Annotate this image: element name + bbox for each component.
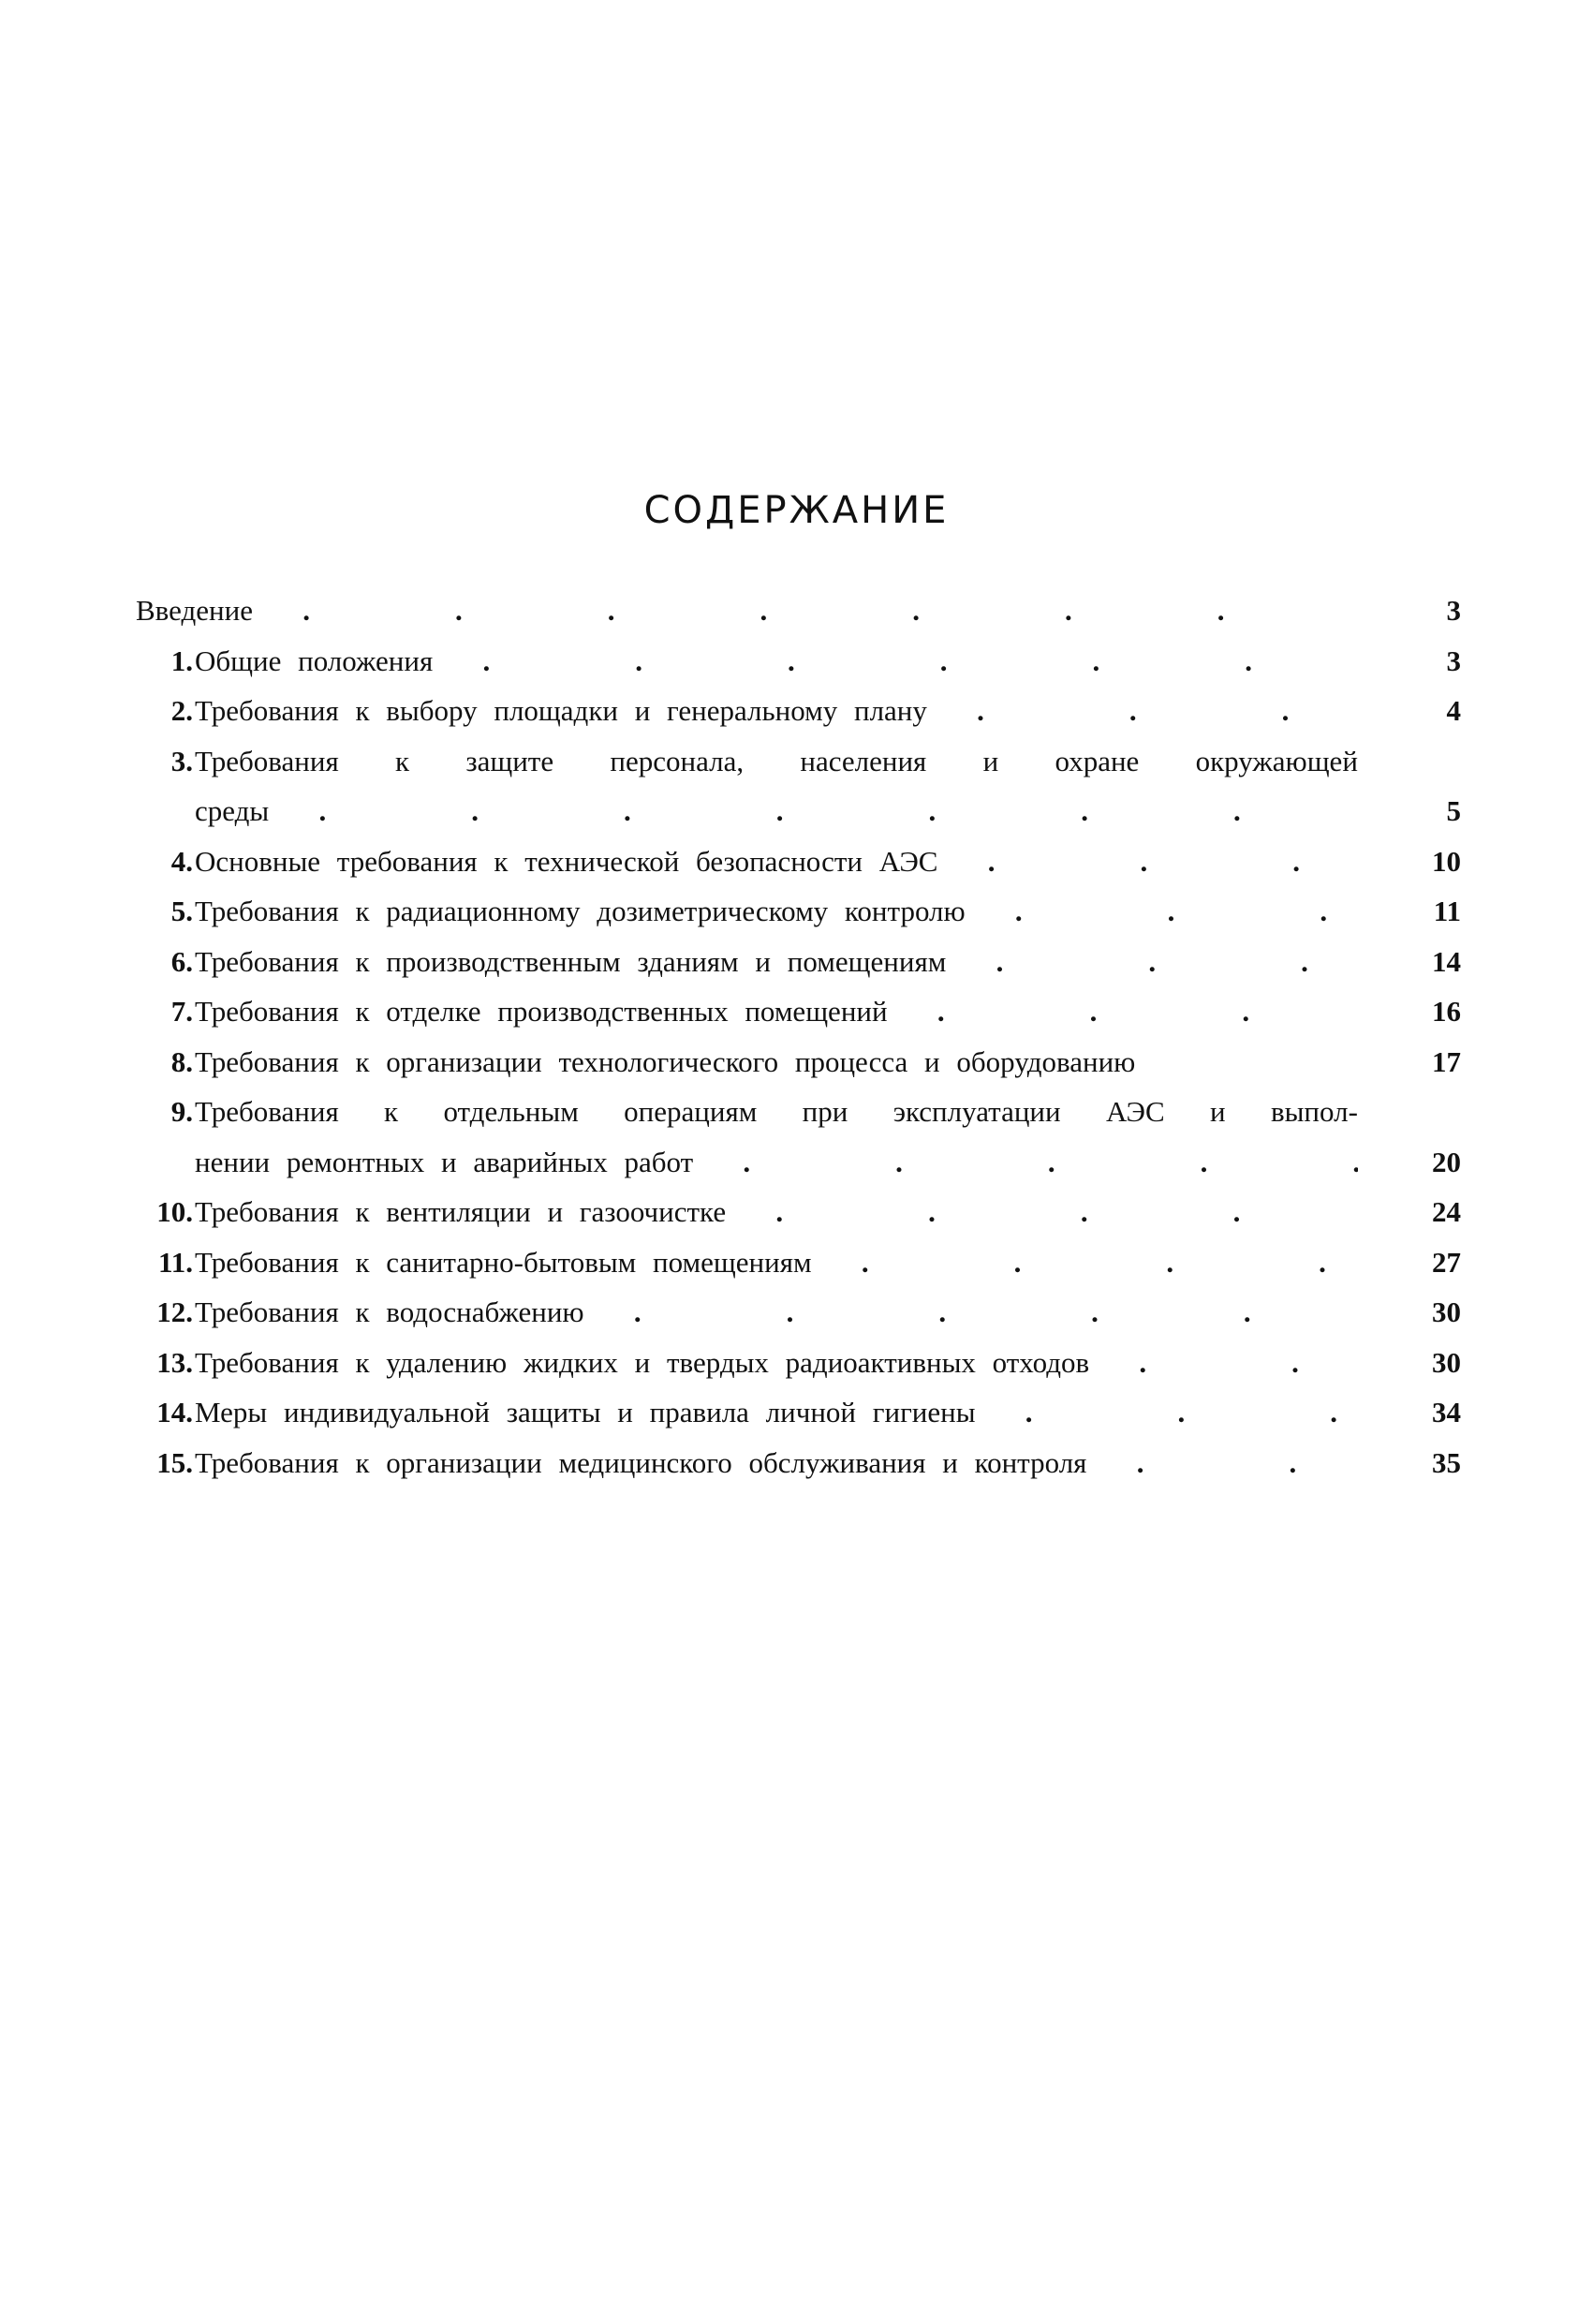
toc-entry-8 bbox=[136, 1037, 1461, 1088]
toc-page-number: 34 bbox=[1432, 1396, 1461, 1428]
toc-entry-text: Требования к организации технологического процесса и оборудованию bbox=[195, 1044, 1136, 1078]
toc-entry-number: 1. bbox=[170, 644, 193, 677]
toc-entry-10 bbox=[136, 1187, 1461, 1237]
toc-page-number: 20 bbox=[1432, 1145, 1461, 1178]
dot-leader bbox=[446, 636, 1358, 687]
toc-entry-text: Общие положения bbox=[195, 644, 434, 677]
toc-entry-text: Требования к защите персонала, населения и охране окружающей bbox=[195, 744, 1358, 777]
toc-page-number: 24 bbox=[1432, 1195, 1461, 1228]
toc-entry-introduction bbox=[136, 585, 1461, 636]
dot-leader bbox=[979, 886, 1358, 937]
toc-entry-text: Требования к радиационному дозиметрическому контролю bbox=[195, 895, 966, 927]
toc-entry-text: Требования к выбору площадки и генеральному плану bbox=[195, 694, 927, 727]
toc-page-number: 17 bbox=[1432, 1044, 1461, 1078]
toc-entry-text-continued: нении ремонтных и аварийных работ bbox=[195, 1145, 694, 1178]
toc-page-number: 3 bbox=[1446, 594, 1461, 627]
toc-title: СОДЕРЖАНИЕ bbox=[643, 489, 950, 532]
dot-leader bbox=[282, 786, 1358, 836]
dot-leader bbox=[266, 585, 1358, 636]
dot-leader bbox=[1099, 1438, 1358, 1488]
toc-page-number: 14 bbox=[1432, 944, 1461, 978]
dot-leader bbox=[825, 1237, 1358, 1288]
toc-entry-9 bbox=[136, 1087, 1461, 1187]
toc-page-number: 27 bbox=[1432, 1245, 1461, 1279]
toc-entry-text: Меры индивидуальной защиты и правила личной гигиены bbox=[195, 1396, 976, 1428]
table-of-contents bbox=[136, 585, 1461, 1488]
toc-entry-text: Введение bbox=[136, 594, 253, 627]
toc-page-number: 5 bbox=[1446, 794, 1461, 827]
dot-leader bbox=[901, 986, 1358, 1037]
toc-entry-text: Требования к отделке производственных помещений bbox=[195, 995, 888, 1028]
toc-entry-4 bbox=[136, 836, 1461, 887]
toc-entry-number: 15. bbox=[156, 1445, 193, 1479]
toc-entry-11 bbox=[136, 1237, 1461, 1288]
toc-entry-number: 12. bbox=[156, 1295, 193, 1328]
toc-entry-number: 9. bbox=[170, 1095, 193, 1128]
toc-entry-3 bbox=[136, 736, 1461, 836]
dot-leader bbox=[989, 1387, 1358, 1438]
toc-entry-13 bbox=[136, 1338, 1461, 1388]
toc-entry-1 bbox=[136, 636, 1461, 687]
toc-page-number: 30 bbox=[1432, 1295, 1461, 1328]
toc-page-number: 4 bbox=[1446, 694, 1461, 727]
dot-leader bbox=[739, 1187, 1358, 1237]
toc-entry-6 bbox=[136, 937, 1461, 987]
toc-page-number: 30 bbox=[1432, 1345, 1461, 1379]
toc-entry-15 bbox=[136, 1438, 1461, 1488]
toc-entry-text: Основные требования к технической безопасности АЭС bbox=[195, 844, 938, 878]
toc-entry-number: 2. bbox=[170, 694, 193, 727]
dot-leader bbox=[597, 1287, 1358, 1338]
toc-entry-text: Требования к санитарно-бытовым помещениям bbox=[195, 1245, 812, 1279]
toc-entry-text: Требования к вентиляции и газоочистке bbox=[195, 1195, 727, 1228]
toc-page-number: 3 bbox=[1446, 644, 1461, 677]
toc-entry-number: 14. bbox=[156, 1396, 193, 1428]
dot-leader bbox=[1102, 1338, 1358, 1388]
toc-entry-number: 4. bbox=[170, 844, 193, 878]
toc-page-number: 35 bbox=[1432, 1445, 1461, 1479]
toc-entry-text: Требования к удалению жидких и твердых радиоактивных отходов bbox=[195, 1345, 1090, 1379]
toc-entry-14 bbox=[136, 1387, 1461, 1438]
toc-entry-number: 5. bbox=[170, 895, 193, 927]
toc-entry-text-continued: среды bbox=[195, 794, 270, 827]
dot-leader bbox=[951, 836, 1358, 887]
toc-page-number: 11 bbox=[1433, 895, 1461, 927]
toc-entry-text: Требования к водоснабжению bbox=[195, 1295, 584, 1328]
toc-entry-number: 7. bbox=[170, 995, 193, 1028]
dot-leader bbox=[959, 937, 1358, 987]
toc-entry-text: Требования к организации медицинского обслуживания и контроля bbox=[195, 1445, 1087, 1479]
toc-page-number: 16 bbox=[1432, 995, 1461, 1028]
toc-entry-text: Требования к отдельным операциям при эксплуатации АЭС и выпол- bbox=[195, 1095, 1358, 1128]
toc-entry-2 bbox=[136, 686, 1461, 736]
toc-entry-number: 6. bbox=[170, 944, 193, 978]
toc-entry-number: 3. bbox=[170, 744, 193, 777]
toc-entry-number: 10. bbox=[156, 1195, 193, 1228]
dot-leader bbox=[706, 1137, 1358, 1188]
toc-entry-5 bbox=[136, 886, 1461, 937]
toc-page-number: 10 bbox=[1432, 844, 1461, 878]
dot-leader bbox=[940, 686, 1358, 736]
toc-entry-7 bbox=[136, 986, 1461, 1037]
toc-entry-number: 11. bbox=[157, 1245, 193, 1279]
toc-entry-number: 13. bbox=[156, 1345, 193, 1379]
toc-entry-number: 8. bbox=[170, 1044, 193, 1078]
toc-entry-12 bbox=[136, 1287, 1461, 1338]
toc-entry-text: Требования к производственным зданиям и помещениям bbox=[195, 944, 947, 978]
